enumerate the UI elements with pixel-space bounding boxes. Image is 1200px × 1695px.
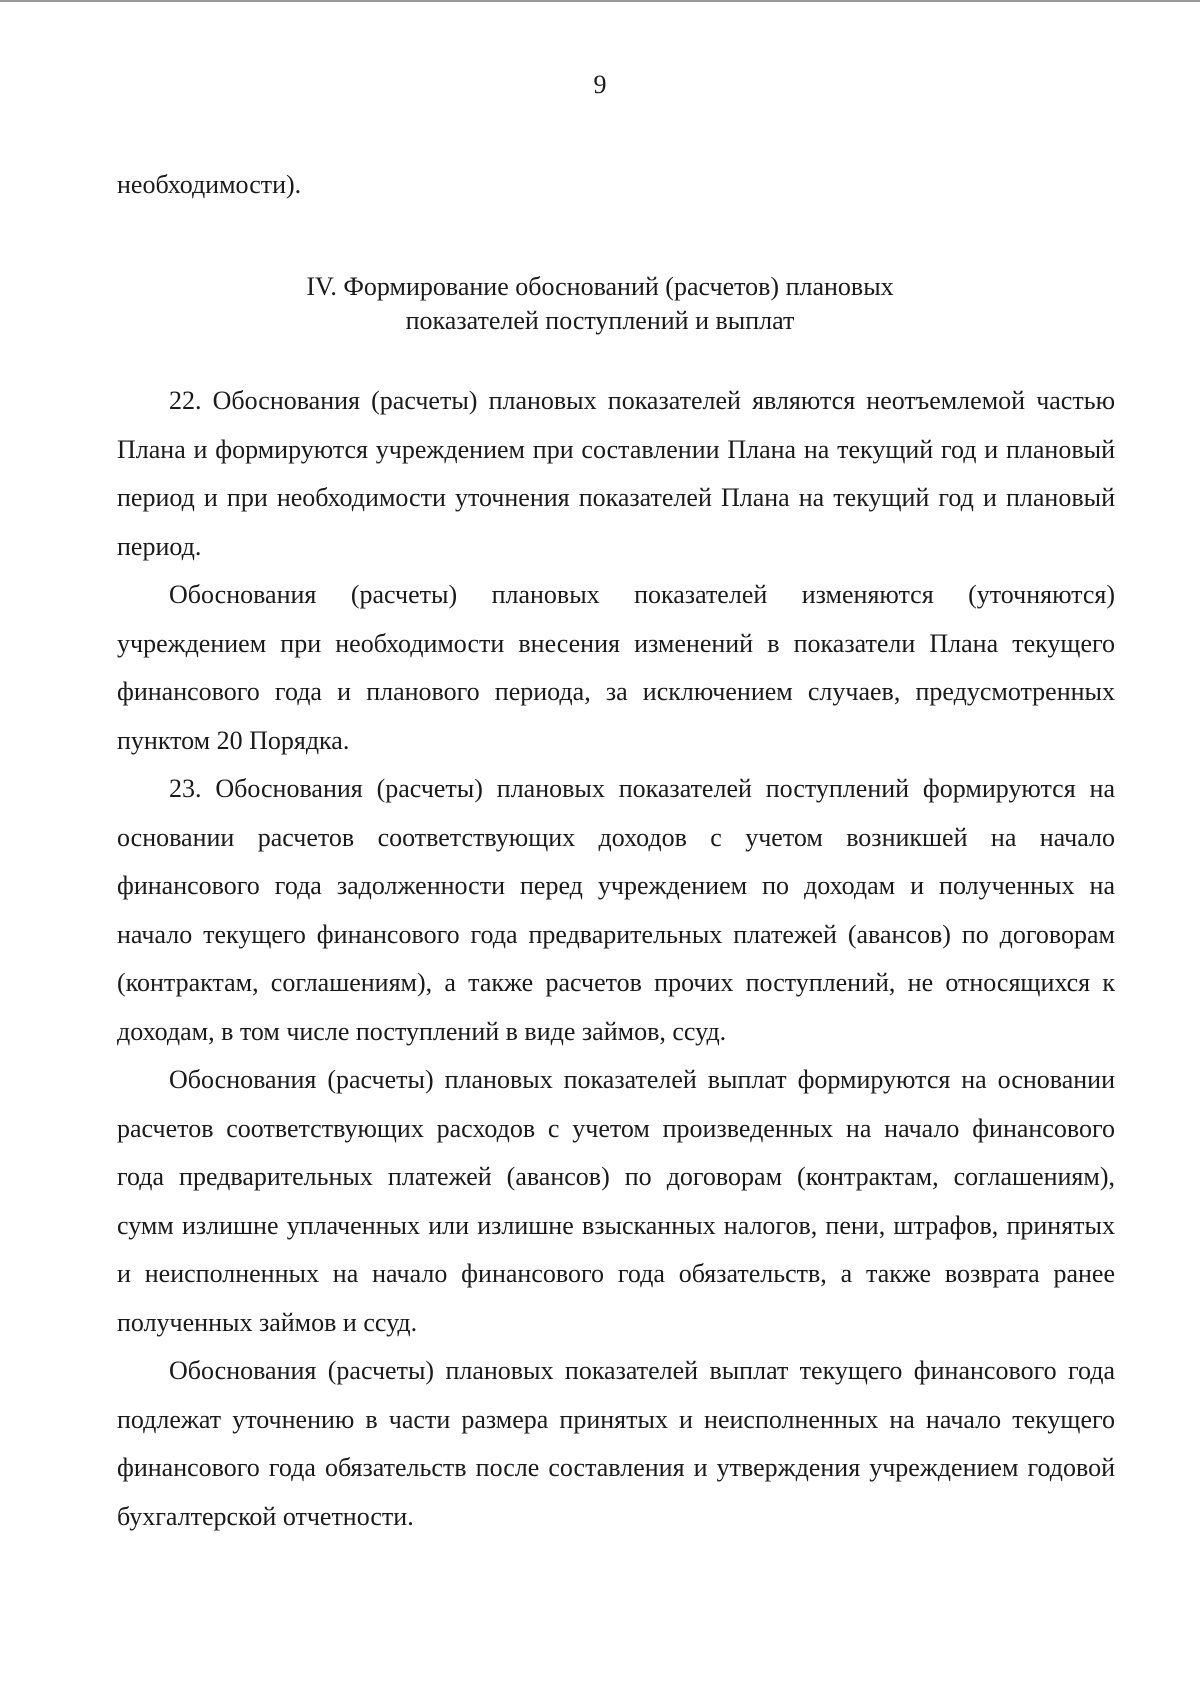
paragraph-23: 23. Обоснования (расчеты) плановых показателей поступлений формируются на основании расчетов соответствующих доходов с учетом возникшей на начало финансового года задолженности перед учреждением по доходам и полученных на начало текущего финансового года предварительных платежей (авансов) по договорам (контрактам, соглашениям), а также расчетов прочих поступлений, не относящихся к доходам, в том числе поступлений в виде займов, ссуд. [117, 774, 1115, 1046]
intro-fragment: необходимости). [117, 170, 302, 199]
paragraph-23-payments: Обоснования (расчеты) плановых показателей выплат формируются на основании расчетов соответствующих расходов с учетом произведенных на начало финансового года предварительных платежей (авансов) по договорам (контрактам, соглашениям), сумм излишне уплаченных или излишне взысканных налогов, пени, штрафов, принятых и неисполненных на начало финансового года обязательств, а также возврата ранее полученных займов и ссуд. [117, 1065, 1115, 1337]
paragraph-23-updates: Обоснования (расчеты) плановых показателей выплат текущего финансового года подлежат уточнению в части размера принятых и неисполненных на начало текущего финансового года обязательств после составления и утверждения учреждением годовой бухгалтерской отчетности. [117, 1356, 1115, 1531]
section-body [117, 377, 1115, 1541]
section-heading-line-2: показателей поступлений и выплат [405, 306, 795, 335]
page-top-edge [0, 0, 1200, 2]
paragraph-22-changes: Обоснования (расчеты) плановых показателей изменяются (уточняются) учреждением при необходимости внесения изменений в показатели Плана текущего финансового года и планового периода, за исключением случаев, предусмотренных пунктом 20 Порядка. [117, 580, 1115, 755]
section-heading-line-1: IV. Формирование обоснований (расчетов) плановых [306, 272, 894, 301]
section-heading [0, 270, 1200, 338]
paragraph-22: 22. Обоснования (расчеты) плановых показателей являются неотъемлемой частью Плана и формируются учреждением при составлении Плана на текущий год и плановый период и при необходимости уточнения показателей Плана на текущий год и плановый период. [117, 386, 1115, 561]
page-number: 9 [593, 70, 607, 99]
